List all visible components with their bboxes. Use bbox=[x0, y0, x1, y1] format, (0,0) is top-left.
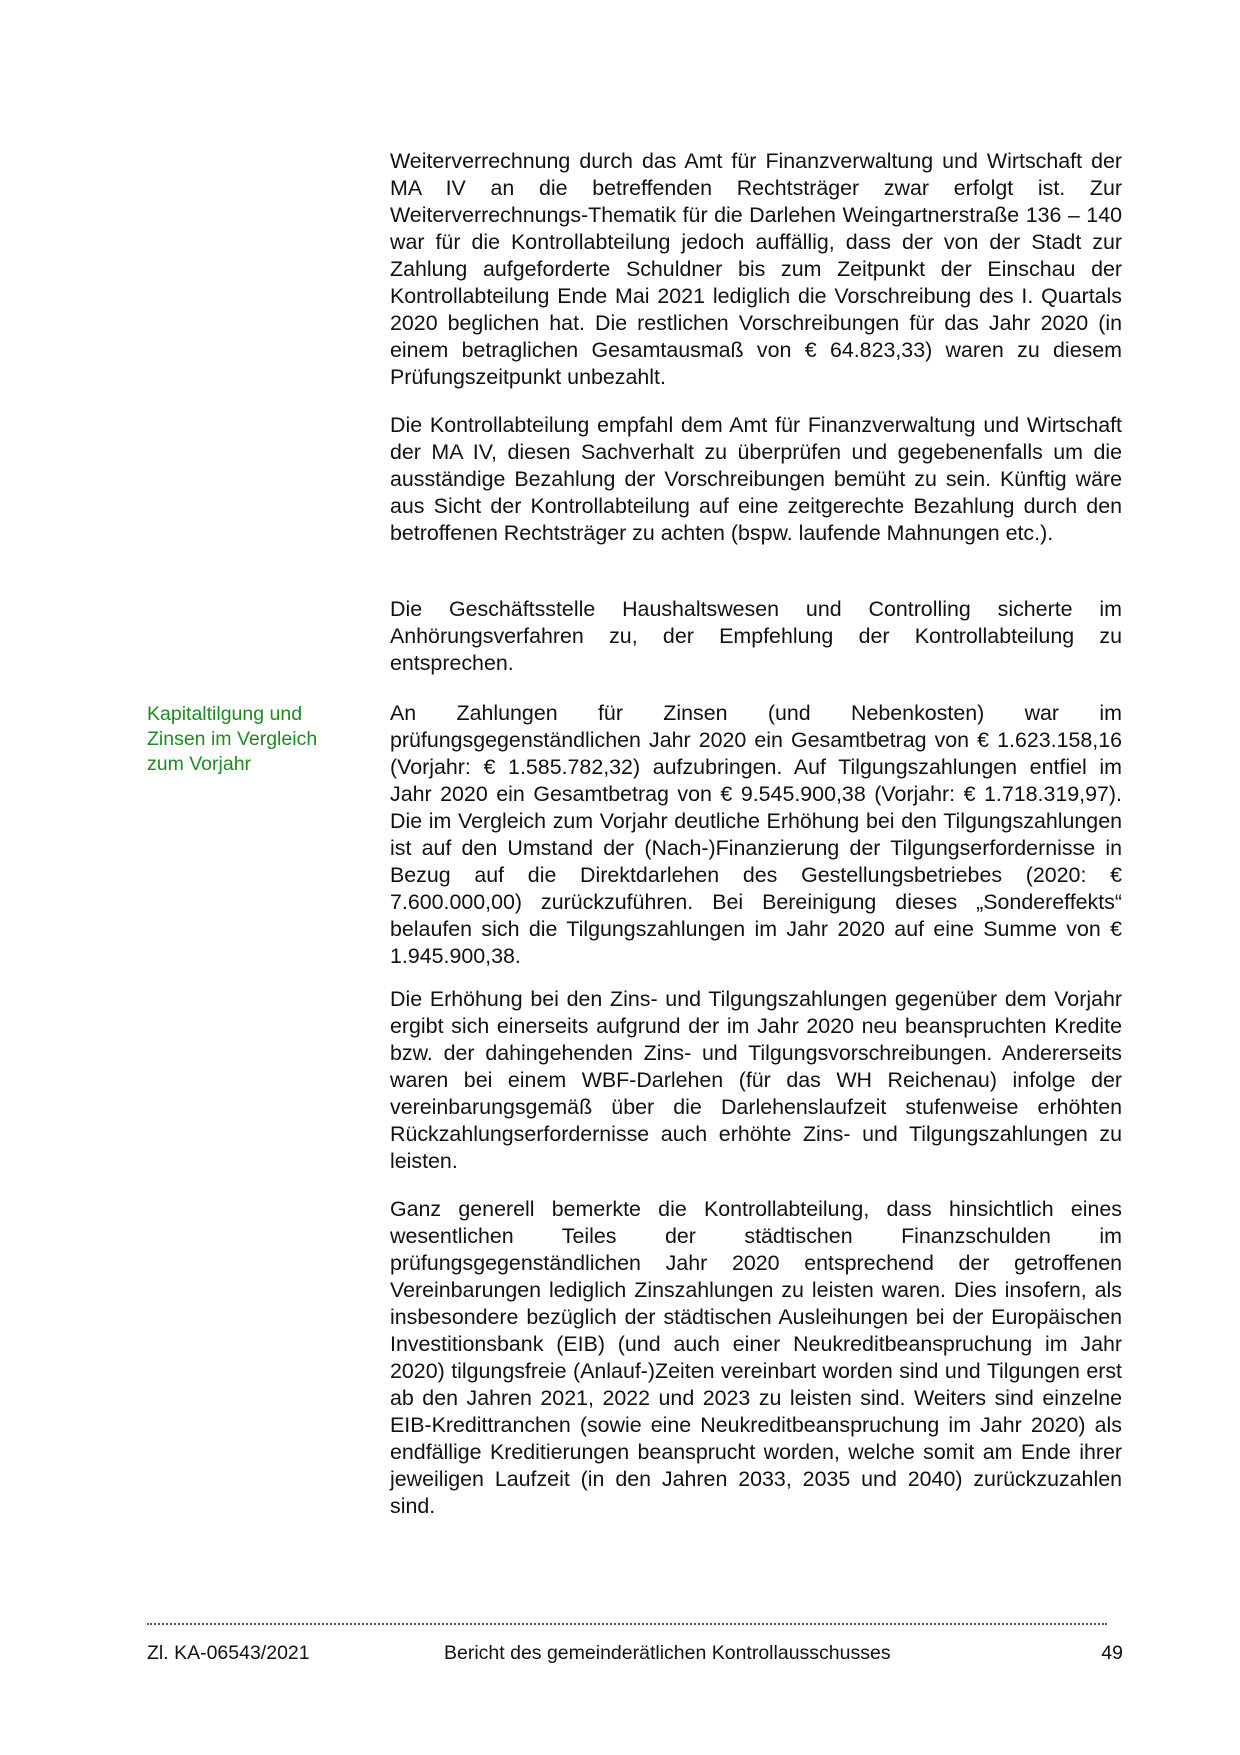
footer-reference: Zl. KA-06543/2021 bbox=[147, 1642, 310, 1664]
side-note-heading: Kapitaltilgung und Zinsen im Vergleich zum Vorjahr bbox=[147, 703, 318, 775]
paragraph-5: Die Erhöhung bei den Zins- und Tilgungszahlungen gegenüber dem Vorjahr ergibt sich einerseits aufgrund der im Jahr 2020 neu beanspruchten Kredite bzw. der dahingehenden Zins- und Tilgungsvorschreibungen. Andererseits waren bei einem WBF-Darlehen (für das WH Reichenau) infolge der vereinbarungsgemäß über die Darlehenslaufzeit stufenweise erhöhten Rückzahlungserfordernisse auch erhöhte Zins- und Tilgungszahlungen zu leisten. bbox=[390, 987, 1122, 1173]
page-footer bbox=[147, 1640, 1123, 1666]
paragraph-3: Die Geschäftsstelle Haushaltswesen und Controlling sicherte im Anhörungsverfahren zu, der Empfehlung der Kontrollabteilung zu entsprechen. bbox=[390, 597, 1122, 675]
footer-title: Bericht des gemeinderätlichen Kontrollausschusses bbox=[444, 1642, 891, 1664]
paragraph-4: An Zahlungen für Zinsen (und Nebenkosten) war im prüfungsgegenständlichen Jahr 2020 ein Gesamtbetrag von € 1.623.158,16 (Vorjahr: € 1.585.782,32) aufzubringen. Auf Tilgungszahlungen entfiel im Jahr 2020 ein Gesamtbetrag von € 9.545.900,38 (Vorjahr: € 1.718.319,97). Die im Vergleich zum Vorjahr deutliche Erhöhung bei den Tilgungszahlungen ist auf den Umstand der (Nach-)Finanzierung der Tilgungserfordernisse in Bezug auf die Direktdarlehen des Gestellungsbetriebes (2020: € 7.600.000,00) zurückzuführen. Bei Bereinigung dieses „Sondereffekts“ belaufen sich die Tilgungszahlungen im Jahr 2020 auf eine Summe von € 1.945.900,38. bbox=[390, 701, 1122, 968]
paragraph-2: Die Kontrollabteilung empfahl dem Amt für Finanzverwaltung und Wirtschaft der MA IV, diesen Sachverhalt zu überprüfen und gegebenenfalls um die ausständige Bezahlung der Vorschreibungen bemüht zu sein. Künftig wäre aus Sicht der Kontrollabteilung auf eine zeitgerechte Bezahlung durch den betroffenen Rechtsträger zu achten (bspw. laufende Mahnungen etc.). bbox=[390, 413, 1122, 545]
page-number: 49 bbox=[1101, 1642, 1123, 1664]
paragraph-6: Ganz generell bemerkte die Kontrollabteilung, dass hinsichtlich eines wesentlichen Teiles der städtischen Finanzschulden im prüfungsgegenständlichen Jahr 2020 entsprechend der getroffenen Vereinbarungen lediglich Zinszahlungen zu leisten waren. Dies insofern, als insbesondere bezüglich der städtischen Ausleihungen bei der Europäischen Investitionsbank (EIB) (und auch einer Neukreditbeanspruchung im Jahr 2020) tilgungsfreie (Anlauf-)Zeiten vereinbart worden sind und Tilgungen erst ab den Jahren 2021, 2022 und 2023 zu leisten sind. Weiters sind einzelne EIB-Kredittranchen (sowie eine Neukreditbeanspruchung im Jahr 2020) als endfällige Kreditierungen beansprucht worden, welche somit am Ende ihrer jeweiligen Laufzeit (in den Jahren 2033, 2035 und 2040) zurückzuzahlen sind. bbox=[390, 1197, 1122, 1518]
footer-divider bbox=[147, 1623, 1107, 1625]
paragraph-1: Weiterverrechnung durch das Amt für Finanzverwaltung und Wirtschaft der MA IV an die betreffenden Rechtsträger zwar erfolgt ist. Zur Weiterverrechnungs-Thematik für die Darlehen Weingartnerstraße 136 – 140 war für die Kontrollabteilung jedoch auffällig, dass der von der Stadt zur Zahlung aufgeforderte Schuldner bis zum Zeitpunkt der Einschau der Kontrollabteilung Ende Mai 2021 lediglich die Vorschreibung des I. Quartals 2020 beglichen hat. Die restlichen Vorschreibungen für das Jahr 2020 (in einem betraglichen Gesamtausmaß von € 64.823,33) waren zu diesem Prüfungszeitpunkt unbezahlt. bbox=[390, 149, 1122, 389]
